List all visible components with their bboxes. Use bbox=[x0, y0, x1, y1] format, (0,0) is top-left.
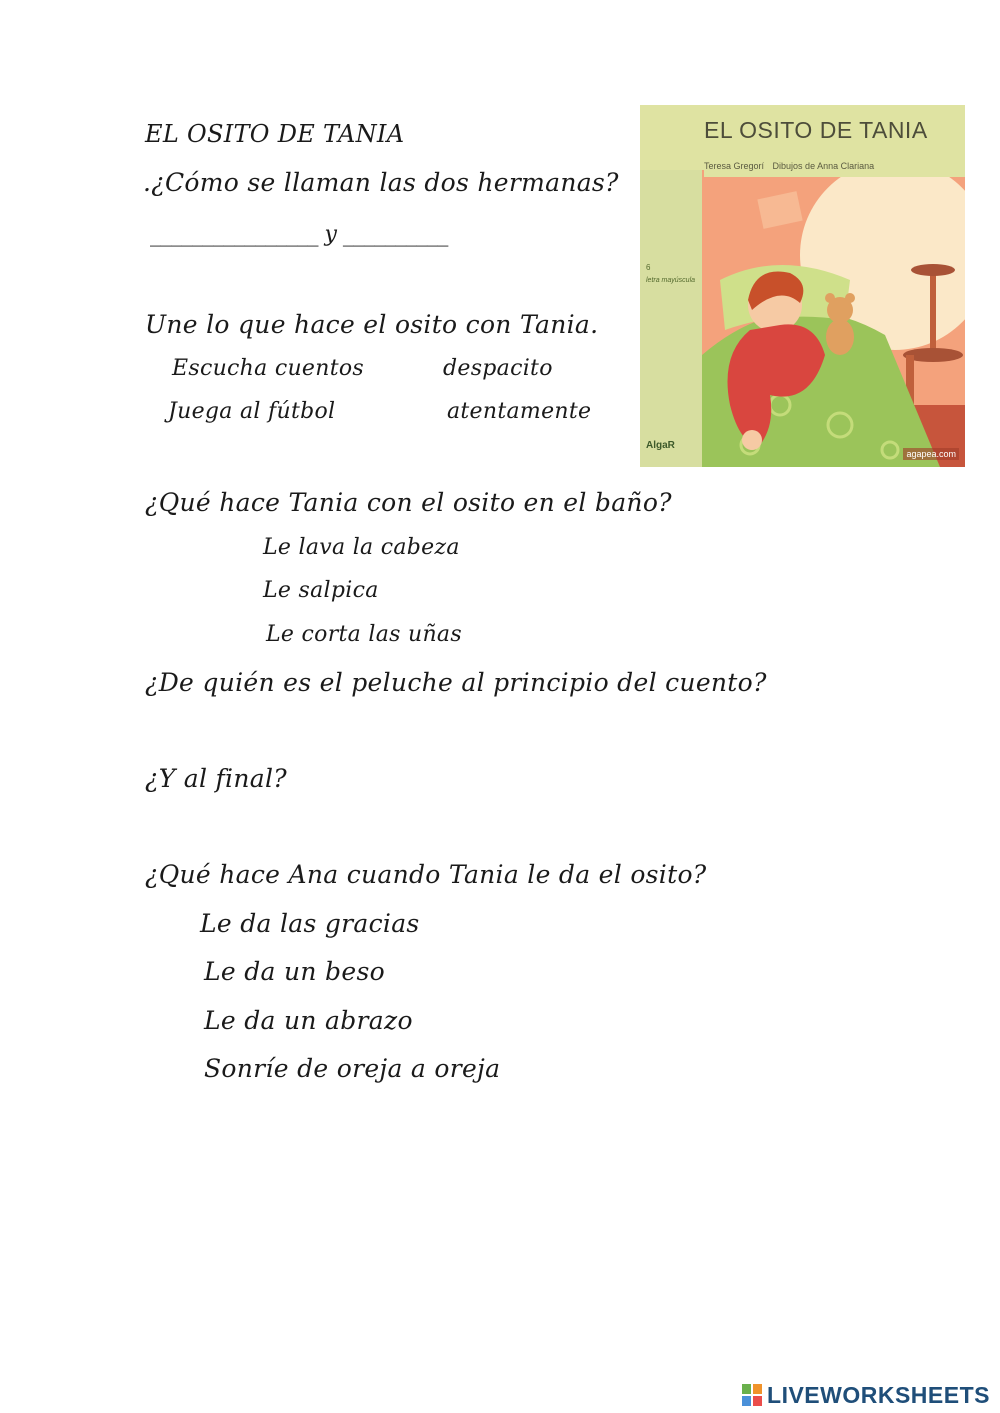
question-match: Une lo que hace el osito con Tania. bbox=[145, 310, 599, 339]
brand-name: LIVEWORKSHEETS bbox=[767, 1382, 990, 1408]
match-left-item[interactable]: Juega al fútbol bbox=[168, 399, 336, 424]
option-item[interactable]: Le corta las uñas bbox=[266, 622, 462, 647]
option-item[interactable]: Sonríe de oreja a oreja bbox=[204, 1054, 501, 1083]
cover-site: agapea.com bbox=[903, 448, 959, 460]
question-owner-end: ¿Y al final? bbox=[145, 764, 287, 793]
liveworksheets-icon bbox=[742, 1384, 762, 1406]
question-owner-start: ¿De quién es el peluche al principio del cuento? bbox=[145, 668, 767, 697]
answer-blank-line[interactable]: ________________ y __________ bbox=[150, 222, 448, 247]
question-bath: ¿Qué hace Tania con el osito en el baño? bbox=[145, 488, 672, 517]
liveworksheets-logo bbox=[742, 1382, 990, 1409]
cover-spine bbox=[640, 170, 702, 467]
option-item[interactable]: Le da las gracias bbox=[200, 909, 420, 938]
match-left-item[interactable]: Escucha cuentos bbox=[172, 356, 364, 381]
worksheet-title: EL OSITO DE TANIA bbox=[145, 120, 405, 148]
publisher-logo: AlgaR bbox=[646, 440, 675, 451]
question-ana-reaction: ¿Qué hace Ana cuando Tania le da el osito? bbox=[145, 860, 707, 889]
book-cover-image bbox=[640, 105, 965, 467]
cover-author: Teresa Gregorí bbox=[704, 161, 765, 171]
cover-spine-number: 6 bbox=[646, 263, 651, 272]
cover-illustrator: Dibujos de Anna Clariana bbox=[772, 161, 875, 171]
cover-credits bbox=[704, 161, 965, 177]
question-sisters-names: .¿Cómo se llaman las dos hermanas? bbox=[143, 168, 619, 197]
option-item[interactable]: Le lava la cabeza bbox=[263, 535, 460, 560]
cover-title: EL OSITO DE TANIA bbox=[704, 117, 928, 143]
match-right-item[interactable]: atentamente bbox=[447, 399, 592, 424]
match-right-item[interactable]: despacito bbox=[443, 356, 553, 381]
option-item[interactable]: Le da un beso bbox=[204, 957, 385, 986]
cover-spine-text: letra mayúscula bbox=[646, 277, 696, 284]
option-item[interactable]: Le salpica bbox=[263, 578, 379, 603]
option-item[interactable]: Le da un abrazo bbox=[204, 1006, 413, 1035]
